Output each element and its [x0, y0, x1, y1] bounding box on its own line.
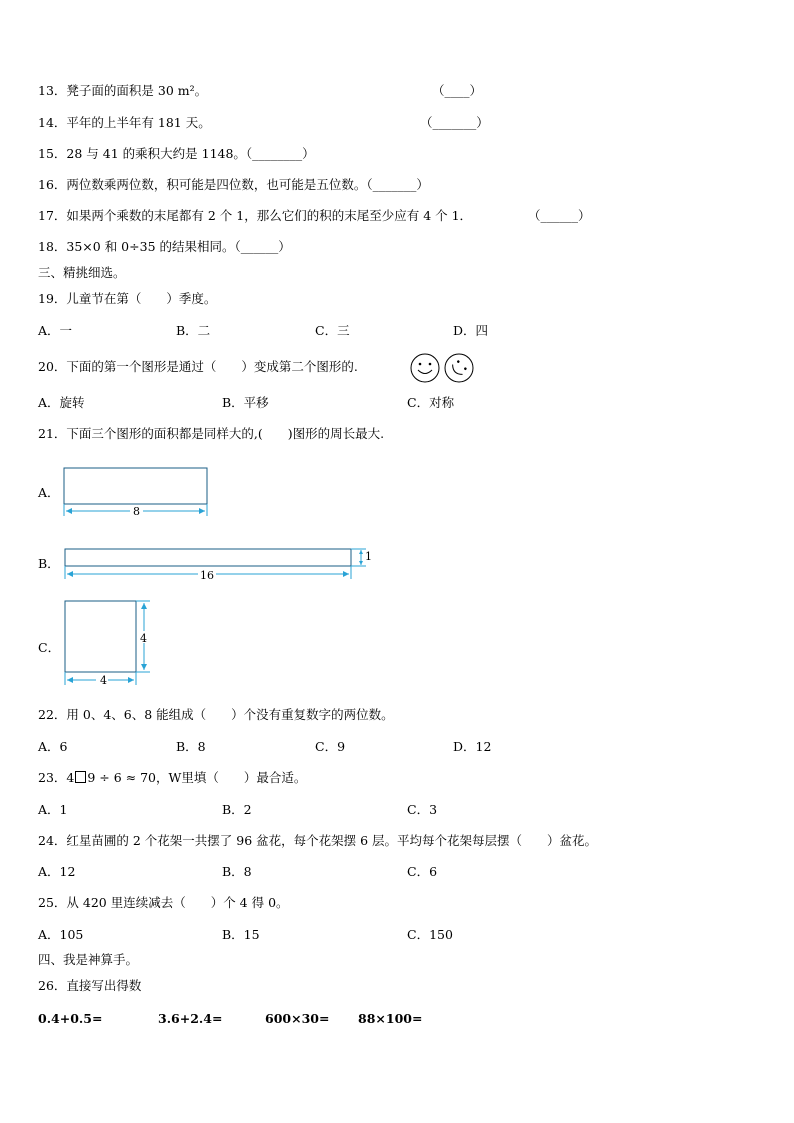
option-d[interactable]: D．四 [453, 323, 489, 338]
question-number: 18． [38, 239, 67, 254]
question-number: 15． [38, 146, 67, 161]
question-14 [38, 115, 211, 131]
option-d[interactable]: D．12 [453, 739, 492, 754]
answer-blank-17[interactable]: （______） [528, 208, 591, 223]
width-label: 4 [100, 674, 107, 687]
blank-box-icon[interactable] [75, 771, 86, 783]
calc-item: 88×100= [358, 1011, 423, 1026]
option-c[interactable]: C．9 [315, 739, 346, 754]
option-a[interactable]: A．12 [38, 864, 76, 879]
height-label: 1 [365, 550, 372, 563]
question-20: 20．下面的第一个图形是通过（ ）变成第二个图形的. [38, 359, 358, 374]
question-18 [38, 239, 291, 255]
question-25: 25．从 420 里连续减去（ ）个 4 得 0。 [38, 895, 289, 910]
calc-item: 600×30= [265, 1011, 330, 1026]
option-a[interactable]: A．一 [38, 323, 73, 338]
question-text: 9 ÷ 6 ≈ 70，W里填（ ）最合适。 [87, 770, 307, 785]
option-b[interactable]: B．8 [176, 739, 206, 754]
question-16 [38, 177, 429, 193]
section-4-heading: 四、我是神算手。 [38, 952, 139, 967]
section-3-heading: 三、精挑细选。 [38, 265, 126, 280]
question-text: 平年的上半年有 181 天。 [66, 115, 211, 130]
option-c[interactable]: C．6 [407, 864, 438, 879]
question-24: 24．红星苗圃的 2 个花架一共摆了 96 盆花，每个花架摆 6 层。平均每个花架每层摆（ ）盆花。 [38, 833, 598, 848]
question-number: 14． [38, 115, 67, 130]
question-15 [38, 146, 315, 162]
option-c[interactable]: C．3 [407, 802, 438, 817]
question-text: 23．4 [38, 770, 75, 785]
smiley-face-upright-icon [411, 354, 439, 382]
option-c[interactable]: C．三 [315, 323, 350, 338]
smiley-faces-figure [408, 352, 478, 384]
question-17 [38, 208, 472, 224]
rectangle-b-figure [60, 546, 380, 584]
question-text: 28 与 41 的乘积大约是 1148。（________） [66, 146, 315, 161]
option-b[interactable]: B．8 [222, 864, 252, 879]
option-b[interactable]: B．平移 [222, 395, 269, 410]
calc-item: 0.4+0.5= [38, 1011, 103, 1026]
width-label: 16 [200, 569, 214, 582]
question-26: 26．直接写出得数 [38, 978, 142, 993]
calc-item: 3.6+2.4= [158, 1011, 223, 1026]
width-label: 8 [133, 505, 140, 518]
figure-b-label[interactable]: B． [38, 556, 60, 571]
option-a[interactable]: A．105 [38, 927, 84, 942]
question-text: 凳子面的面积是 30 m²。 [66, 83, 208, 98]
question-19: 19．儿童节在第（ ）季度。 [38, 291, 217, 306]
question-text: 35×0 和 0÷35 的结果相同。（______） [66, 239, 291, 254]
answer-blank-14[interactable]: （_______） [420, 115, 489, 130]
answer-blank-13[interactable]: （____） [432, 83, 483, 98]
option-b[interactable]: B．15 [222, 927, 260, 942]
smiley-face-rotated-icon [439, 352, 478, 384]
option-b[interactable]: B．二 [176, 323, 211, 338]
question-23 [38, 770, 306, 786]
question-text: 如果两个乘数的末尾都有 2 个 1，那么它们的积的末尾至少应有 4 个 1． [66, 208, 473, 223]
question-text: 两位数乘两位数，积可能是四位数，也可能是五位数。（_______） [66, 177, 429, 192]
option-a[interactable]: A．旋转 [38, 395, 85, 410]
figure-a-label[interactable]: A． [38, 485, 60, 500]
option-c[interactable]: C．对称 [407, 395, 455, 410]
height-label: 4 [140, 632, 147, 645]
question-22: 22．用 0、4、6、8 能组成（ ）个没有重复数字的两位数。 [38, 707, 394, 722]
question-number: 17． [38, 208, 67, 223]
question-number: 16． [38, 177, 67, 192]
option-c[interactable]: C．150 [407, 927, 453, 942]
figure-c-label[interactable]: C． [38, 640, 61, 655]
option-b[interactable]: B．2 [222, 802, 252, 817]
question-13 [38, 83, 207, 99]
question-21: 21．下面三个图形的面积都是同样大的,( )图形的周长最大. [38, 426, 385, 441]
option-a[interactable]: A．6 [38, 739, 68, 754]
option-a[interactable]: A．1 [38, 802, 68, 817]
question-number: 13． [38, 83, 67, 98]
